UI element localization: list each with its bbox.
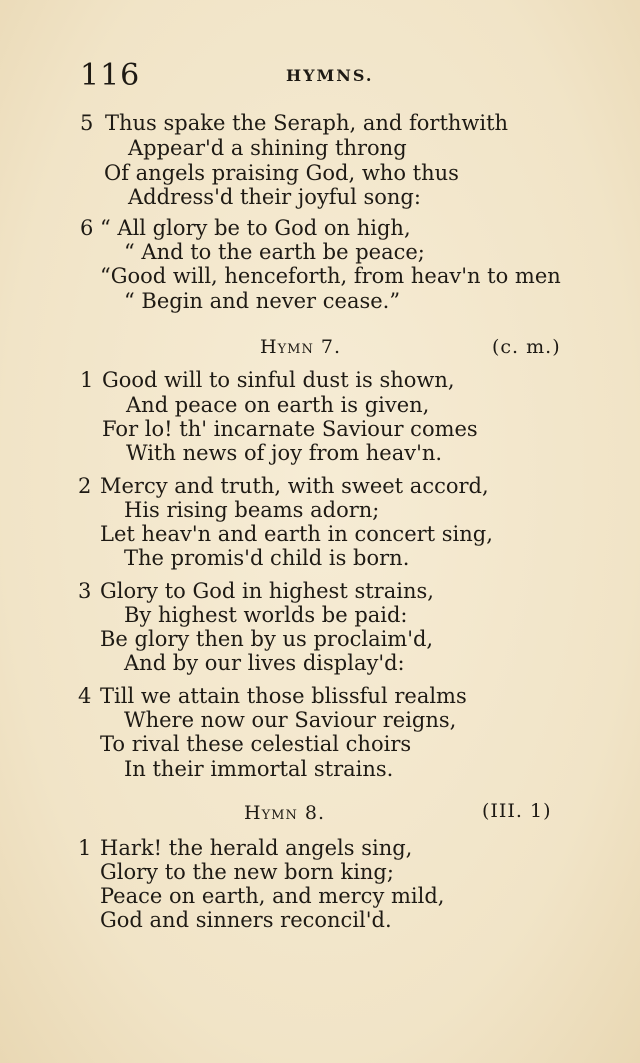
verse-line: Of angels praising God, who thus xyxy=(104,161,459,185)
meter-label: (III. 1) xyxy=(482,800,552,822)
verse-line: Till we attain those blissful realms xyxy=(100,684,467,708)
verse-line: Glory to the new born king; xyxy=(100,860,394,884)
verse-line: Let heav'n and earth in concert sing, xyxy=(100,522,493,546)
verse-number: 2 xyxy=(78,474,92,498)
verse-line: Mercy and truth, with sweet accord, xyxy=(100,474,489,498)
verse-line: And by our lives display'd: xyxy=(124,651,405,675)
verse-line: Where now our Saviour reigns, xyxy=(124,708,457,732)
verse-number: 6 xyxy=(80,216,94,240)
verse-line: Peace on earth, and mercy mild, xyxy=(100,884,445,908)
verse-line: Be glory then by us proclaim'd, xyxy=(100,627,434,651)
verse-line: With news of joy from heav'n. xyxy=(126,441,443,465)
verse-number: 3 xyxy=(78,579,92,603)
verse-line: Address'd their joyful song: xyxy=(128,185,421,209)
verse-line: Glory to God in highest strains, xyxy=(100,579,434,603)
hymn-title: Hymn 8. xyxy=(244,802,326,824)
verse-line: “ And to the earth be peace; xyxy=(124,240,425,264)
page-number: 116 xyxy=(80,58,141,93)
verse-line: The promis'd child is born. xyxy=(124,546,410,570)
verse-line: God and sinners reconcil'd. xyxy=(100,908,392,932)
verse-number: 1 xyxy=(80,368,94,392)
verse-number: 1 xyxy=(78,836,92,860)
verse-line: In their immortal strains. xyxy=(124,757,394,781)
verse-line: For lo! th' incarnate Saviour comes xyxy=(102,417,478,441)
verse-line: Good will to sinful dust is shown, xyxy=(102,368,455,392)
verse-line: Appear'd a shining throng xyxy=(128,136,407,160)
running-title: HYMNS. xyxy=(286,66,374,85)
meter-label: (c. m.) xyxy=(492,336,561,358)
hymn-title: Hymn 7. xyxy=(260,336,342,358)
verse-number: 5 xyxy=(80,111,94,135)
verse-line: By highest worlds be paid: xyxy=(124,603,408,627)
verse-line: Hark! the herald angels sing, xyxy=(100,836,413,860)
verse-line: “ Begin and never cease.” xyxy=(124,289,401,313)
verse-line: His rising beams adorn; xyxy=(124,498,380,522)
verse-line: Thus spake the Seraph, and forthwith xyxy=(105,111,509,135)
verse-line: “Good will, henceforth, from heav'n to men xyxy=(100,264,561,288)
verse-line: “ All glory be to God on high, xyxy=(100,216,411,240)
verse-number: 4 xyxy=(78,684,92,708)
verse-line: To rival these celestial choirs xyxy=(100,732,412,756)
verse-line: And peace on earth is given, xyxy=(126,393,430,417)
